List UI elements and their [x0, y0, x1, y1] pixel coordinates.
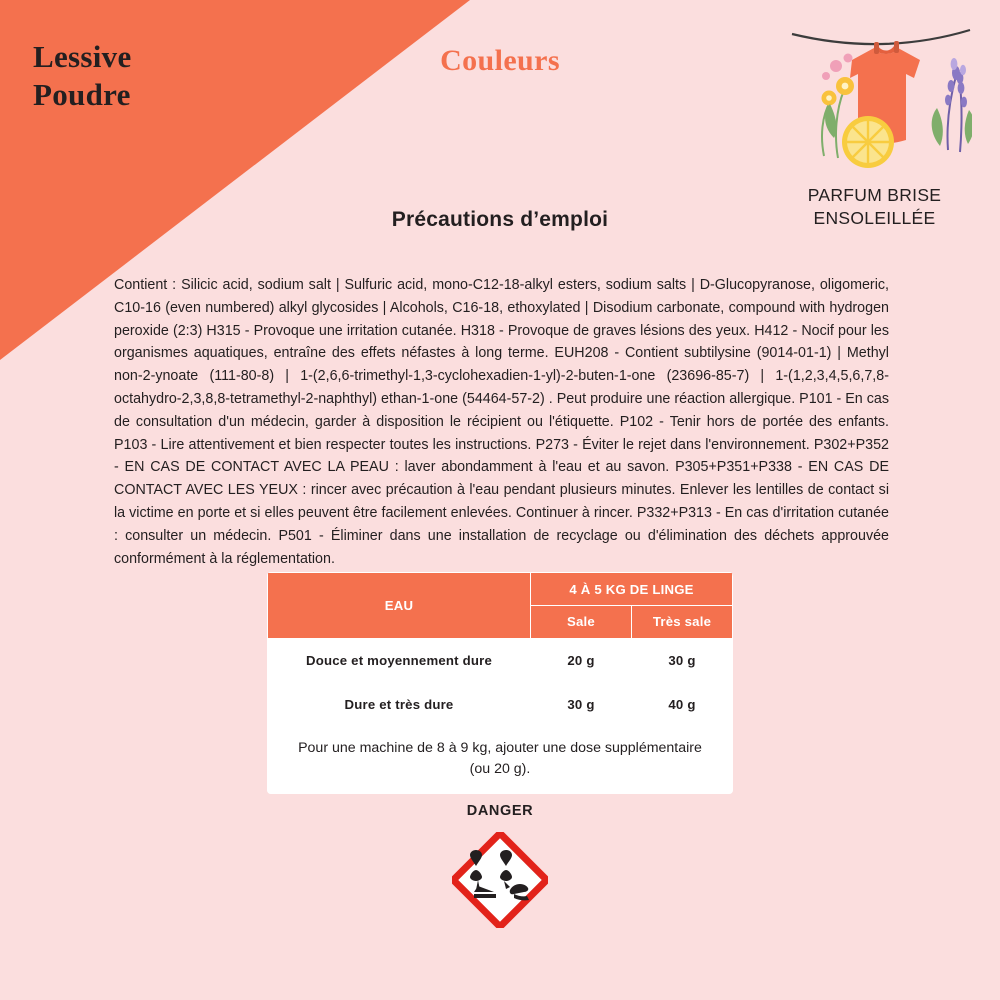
product-range-title: Couleurs — [440, 44, 560, 77]
row-label-soft-water: Douce et moyennement dure — [268, 639, 531, 683]
column-header-soil-normal: Sale — [531, 606, 632, 639]
tshirt-on-clothesline-with-lemon-and-flowers-icon — [790, 18, 972, 178]
dosage-table — [267, 572, 733, 794]
column-header-soil-heavy: Très sale — [632, 606, 733, 639]
dose-soft-heavy: 30 g — [632, 639, 733, 683]
table-row — [268, 639, 733, 683]
fragrance-line-2: ENSOLEILLÉE — [813, 208, 936, 229]
brand-name-line-2: Poudre — [33, 76, 131, 112]
precautions-heading: Précautions d’emploi — [391, 208, 609, 231]
dose-hard-normal: 30 g — [531, 683, 632, 727]
row-label-hard-water: Dure et très dure — [268, 683, 531, 727]
fragrance-line-1: PARFUM BRISE — [807, 185, 942, 205]
ghs05-corrosive-icon — [452, 832, 548, 928]
dosage-table-grid — [267, 572, 733, 727]
dose-hard-heavy: 40 g — [632, 683, 733, 727]
dosage-note: Pour une machine de 8 à 9 kg, ajouter une dose supplémentaire (ou 20 g). — [267, 727, 733, 794]
danger-signal-word: DANGER — [466, 803, 534, 819]
ingredients-and-precautions-text: Contient : Silicic acid, sodium salt | Sulfuric acid, mono-C12-18-alkyl esters, sodium salts | D-Glucopyranose, oligomeric, C10-16 (even numbered) alkyl glycosides | Alcohols, C16-18, ethoxylated | Disodium carbonate, compound with hydrogen peroxide (2:3) H315 - Provoque une irritation cutanée. H318 - Provoque de graves lésions des yeux. H412 - Nocif pour les organismes aquatiques, entraîne des effets néfastes à long terme. EUH208 - Contient subtilysine (9014-01-1) | Methyl non-2-ynoate (111-80-8) | 1-(2,6,6-trimethyl-1,3-cyclohexadien-1-yl)-2-buten-1-one (23696-85-7) | 1-(1,2,3,4,5,6,7,8-octahydro-2,3,8,8-tetramethyl-2-naphthyl) ethan-1-one (54464-57-2) . Peut produire une réaction allergique. P101 - En cas de consultation d'un médecin, garder à disposition le récipient ou l'étiquette. P102 - Tenir hors de portée des enfants. P103 - Lire attentivement et bien respecter toutes les instructions. P273 - Éviter le rejet dans l'environnement. P302+P352 - EN CAS DE CONTACT AVEC LA PEAU : laver abondamment à l'eau et au savon. P305+P351+P338 - EN CAS DE CONTACT AVEC LES YEUX : rincer avec précaution à l'eau pendant plusieurs minutes. Enlever les lentilles de contact si la victime en porte et si elles peuvent être facilement enlevées. Continuer à rincer. P332+P313 - En cas d'irritation cutanée : consulter un médecin. P501 - Éliminer dans une installation de recyclage ou d'élimination des déchets approuvée conformément à la réglementation. — [114, 277, 889, 567]
dose-soft-normal: 20 g — [531, 639, 632, 683]
brand-name-line-1: Lessive — [33, 39, 132, 74]
table-header-row — [268, 573, 733, 606]
table-row — [268, 683, 733, 727]
column-header-water: EAU — [268, 573, 531, 639]
column-header-load: 4 À 5 KG DE LINGE — [531, 573, 733, 606]
